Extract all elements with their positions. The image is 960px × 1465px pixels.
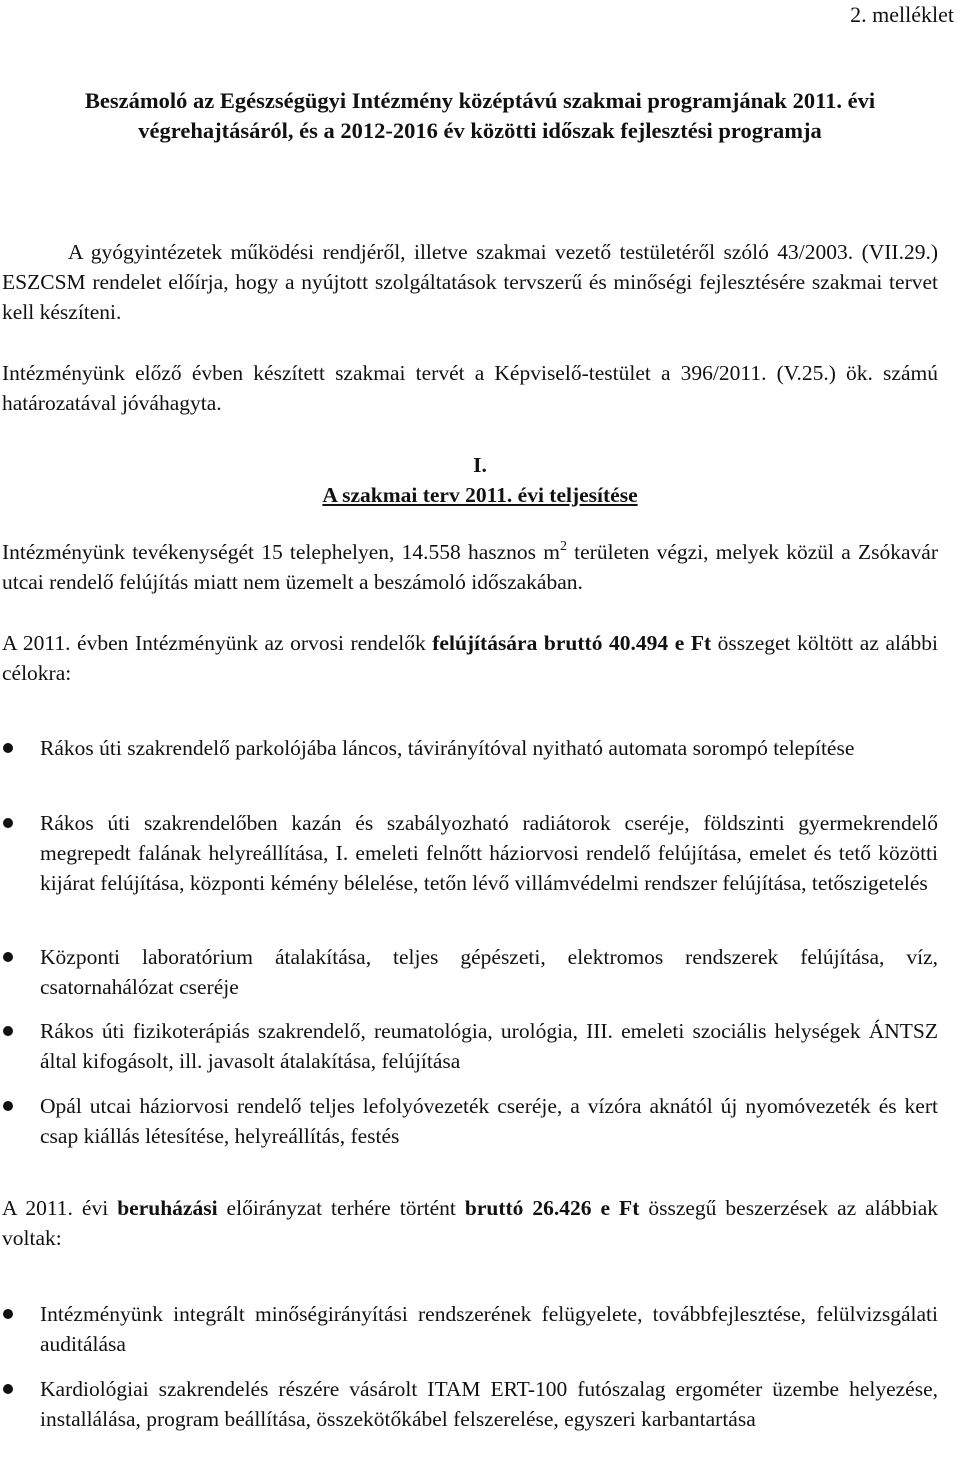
list-item-text: Rákos úti szakrendelő parkolójába láncos, távirányítóval nyitható automata sorompó telepítése: [40, 736, 855, 760]
list-item-text: Rákos úti fizikoterápiás szakrendelő, reumatológia, urológia, III. emeleti szociális helységek ÁNTSZ által kifogásolt, ill. javasolt átalakítása, felújítása: [40, 1019, 938, 1073]
renovation-paragraph: [2, 628, 938, 688]
list-item-text: Opál utcai háziorvosi rendelő teljes lefolyóvezeték cseréje, a vízóra aknától új nyomóvezeték és kert csap kiállás létesítése, helyreállítás, festés: [40, 1094, 938, 1148]
renovation-amount: felújítására bruttó 40.494 e Ft: [432, 631, 712, 655]
approval-paragraph: Intézményünk előző évben készített szakmai tervét a Képviselő-testület a 396/2011. (V.25.) ök. számú határozatával jóváhagyta.: [2, 361, 938, 415]
renovation-text-a: A 2011. évben Intézményünk az orvosi rendelők: [2, 631, 433, 655]
list-item-text: Rákos úti szakrendelőben kazán és szabályozható radiátorok cseréje, földszinti gyermekrendelő megrepedt falának helyreállítása, I. emeleti felnőtt háziorvosi rendelő felújítása, emelet és tető közötti kijárat felújítása, központi kémény bélelése, tetőn lévő villámvédelmi rendszer felújítása, tetőszigetelés: [40, 811, 938, 895]
section-title: [0, 480, 960, 510]
investment-paragraph: [2, 1193, 938, 1253]
bullet-icon: [3, 743, 13, 753]
bullet-icon: [3, 1309, 13, 1319]
document-title: Beszámoló az Egészségügyi Intézmény középtávú szakmai programjának 2011. évi végrehajtásáról, és a 2012-2016 év közötti időszak fejlesztési programja: [84, 88, 876, 143]
bullet-icon: [3, 1101, 13, 1111]
investment-text-c: összegű beszerzések az alábbiak voltak:: [2, 1196, 938, 1250]
investment-amount: bruttó 26.426 e Ft: [464, 1196, 640, 1220]
sites-paragraph: [2, 537, 938, 597]
section-title-text: A szakmai terv 2011. évi teljesítése: [322, 483, 638, 507]
investment-label: beruházási: [117, 1196, 218, 1220]
investment-text-b: előirányzat terhére történt: [217, 1196, 465, 1220]
bullet-icon: [3, 1026, 13, 1036]
bullet-icon: [3, 1384, 13, 1394]
bullet-icon: [3, 952, 13, 962]
section-number: I.: [473, 453, 487, 477]
intro-paragraph: A gyógyintézetek működési rendjéről, illetve szakmai vezető testületéről szóló 43/2003. (VII.29.) ESZCSM rendelet előírja, hogy a nyújtott szolgáltatások tervszerű és minőségi fejlesztésére szakmai tervet kell készíteni.: [2, 240, 938, 324]
list-item-text: Kardiológiai szakrendelés részére vásárolt ITAM ERT-100 futószalag ergométer üzembe helyezése, installálása, program beállítása, összekötőkábel felszerelése, egyszeri karbantartása: [40, 1377, 938, 1431]
sites-text-b: területen végzi, melyek közül a Zsókavár utcai rendelő felújítás miatt nem üzemelt a beszámoló időszakában.: [2, 540, 938, 594]
renovation-text-b: összeget költött az alábbi célokra:: [2, 631, 938, 685]
annex-label: 2. melléklet: [850, 2, 954, 27]
bullet-icon: [3, 818, 13, 828]
investment-text-a: A 2011. évi: [2, 1196, 118, 1220]
list-item-text: Intézményünk integrált minőségirányítási rendszerének felügyelete, továbbfejlesztése, felülvizsgálati auditálása: [40, 1302, 938, 1356]
sites-text-a: Intézményünk tevékenységét 15 telephelyen, 14.558 hasznos m: [2, 540, 560, 564]
sites-sup: 2: [559, 539, 567, 554]
list-item-text: Központi laboratórium átalakítása, teljes gépészeti, elektromos rendszerek felújítása, víz, csatornahálózat cseréje: [40, 945, 938, 999]
